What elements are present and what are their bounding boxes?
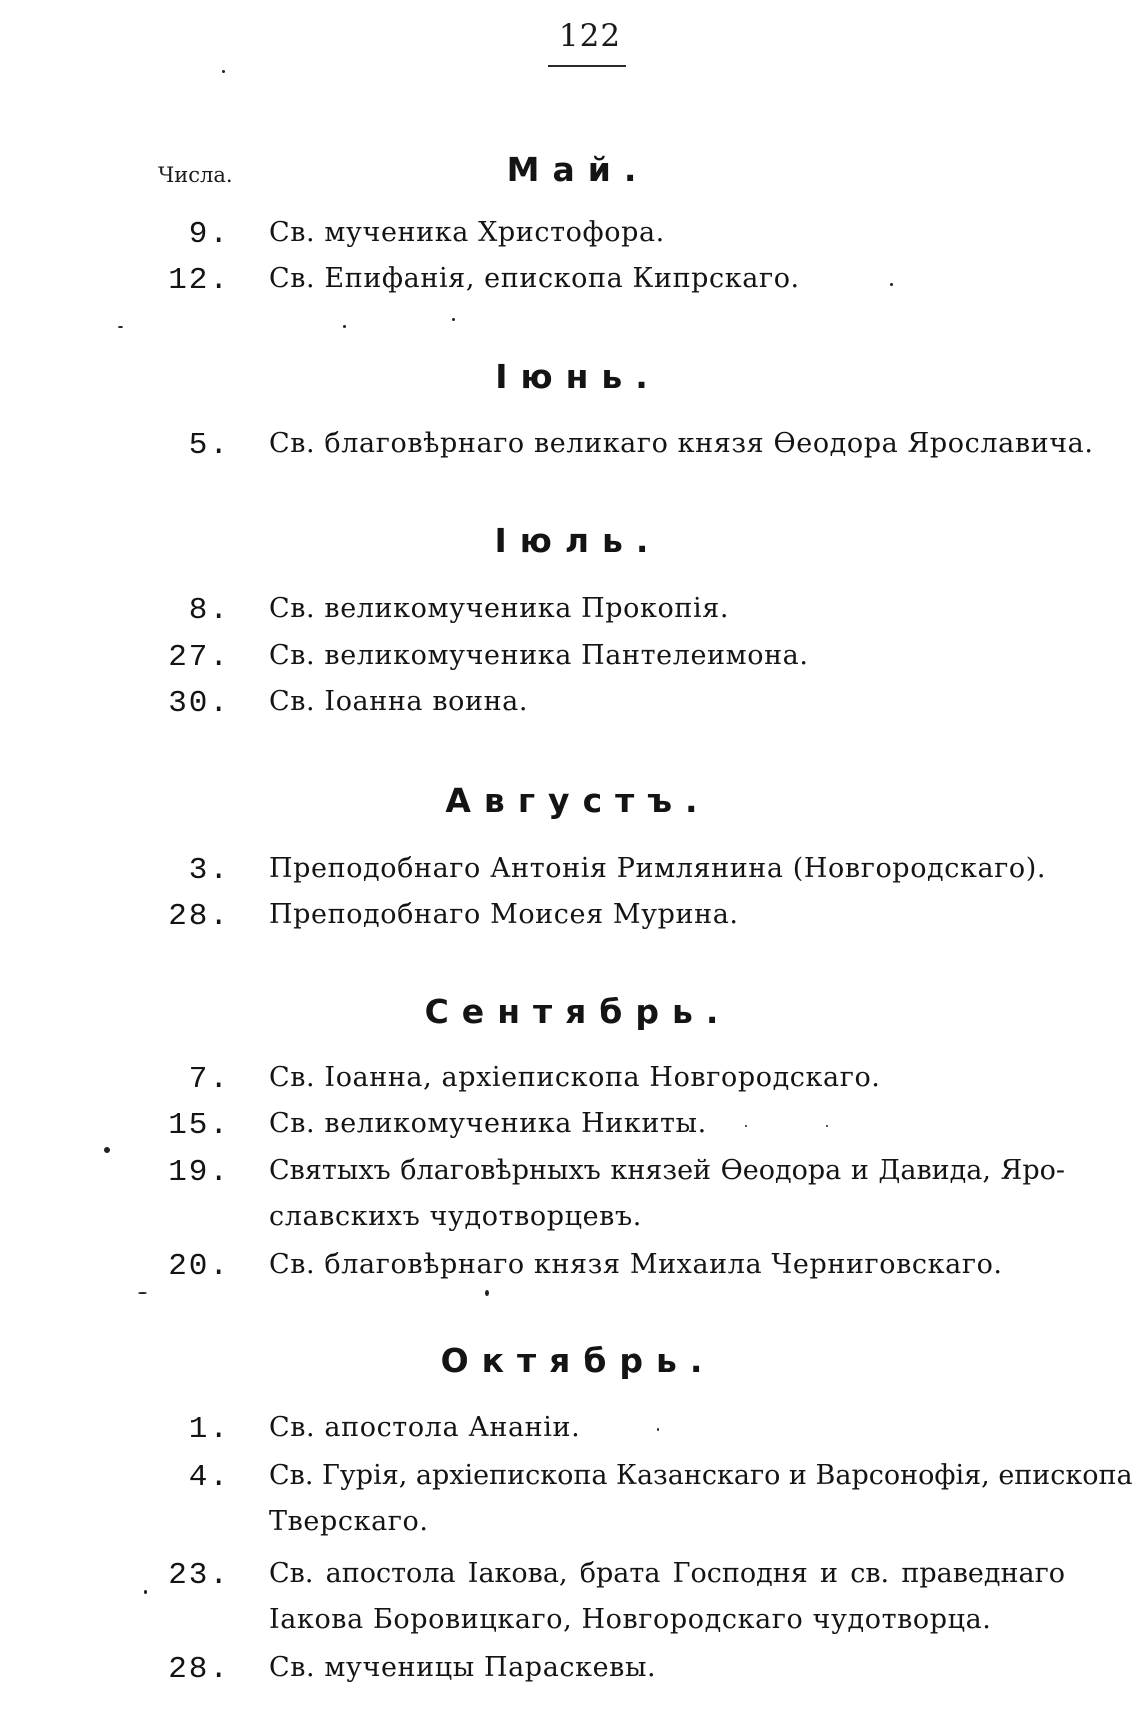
entry-october-28 <box>0 1652 1140 1700</box>
column-label-numbers: Числа. <box>158 163 233 187</box>
entry-day-number: 4. <box>188 1460 230 1495</box>
entry-text: Св. мученицы Параскевы. <box>269 1652 657 1683</box>
entry-day-number: 19. <box>168 1155 230 1190</box>
entry-october-23-continuation <box>0 1604 1140 1652</box>
entry-text-continuation: славскихъ чудотворцевъ. <box>269 1201 642 1232</box>
entry-october-1 <box>0 1412 1140 1460</box>
entry-july-8 <box>0 593 1140 641</box>
entry-text-continuation: Іакова Боровицкаго, Новгородскаго чудотворца. <box>269 1604 992 1635</box>
entry-text: Св. благовѣрнаго великаго князя Ѳеодора Ярославича. <box>269 428 1094 459</box>
entry-text: Св. апостола Ананіи. <box>269 1412 581 1443</box>
month-heading-may: Май. <box>506 150 650 189</box>
entry-day-number: 7. <box>188 1062 230 1097</box>
entry-text: Св. апостола Іакова, брата Господня и св. праведнаго <box>269 1558 1065 1589</box>
entry-text: Св. великомученика Прокопія. <box>269 593 730 624</box>
page-number: 122 <box>558 18 622 54</box>
entry-july-30 <box>0 686 1140 734</box>
entry-july-27 <box>0 640 1140 688</box>
entry-text: Св. Гурія, архіепископа Казанскаго и Варсонофія, епископа <box>269 1460 1133 1491</box>
month-heading-june: Іюнь. <box>495 357 661 396</box>
entry-september-7 <box>0 1062 1140 1110</box>
scan-speck <box>343 325 346 328</box>
entry-day-number: 9. <box>188 217 230 252</box>
entry-october-23 <box>0 1558 1140 1606</box>
scan-speck <box>890 283 893 286</box>
entry-day-number: 15. <box>168 1108 230 1143</box>
month-heading-october: Октябрь. <box>440 1341 716 1380</box>
entry-text: Св. Іоанна, архіепископа Новгородскаго. <box>269 1062 881 1093</box>
entry-september-15 <box>0 1108 1140 1156</box>
entry-october-4-continuation <box>0 1506 1140 1554</box>
entry-october-4 <box>0 1460 1140 1508</box>
month-heading-august: Августъ. <box>445 781 711 820</box>
entry-text: Преподобнаго Антонія Римлянина (Новгородскаго). <box>269 853 1047 884</box>
entry-day-number: 23. <box>168 1558 230 1593</box>
entry-september-19 <box>0 1155 1140 1203</box>
entry-day-number: 12. <box>168 263 230 298</box>
entry-june-5 <box>0 428 1140 476</box>
month-heading-july: Іюль. <box>494 521 662 560</box>
entry-day-number: 30. <box>168 686 230 721</box>
scan-speck <box>138 1292 147 1294</box>
entry-may-9 <box>0 217 1140 265</box>
entry-text: Святыхъ благовѣрныхъ князей Ѳеодора и Давида, Яро- <box>269 1155 1065 1186</box>
entry-day-number: 1. <box>188 1412 230 1447</box>
entry-text: Преподобнаго Моисея Мурина. <box>269 899 739 930</box>
scan-speck <box>104 1147 110 1153</box>
entry-september-20 <box>0 1249 1140 1297</box>
month-heading-september: Сентябрь. <box>424 992 732 1031</box>
scan-speck <box>745 1125 747 1127</box>
scan-speck <box>222 70 225 73</box>
entry-day-number: 28. <box>168 1652 230 1687</box>
entry-text: Св. великомученика Никиты. <box>269 1108 707 1139</box>
entry-day-number: 27. <box>168 640 230 675</box>
scan-speck <box>144 1590 147 1594</box>
scan-speck <box>826 1125 828 1127</box>
entry-day-number: 8. <box>188 593 230 628</box>
scan-speck <box>118 326 123 328</box>
scan-speck <box>657 1428 659 1431</box>
entry-day-number: 28. <box>168 899 230 934</box>
entry-day-number: 20. <box>168 1249 230 1284</box>
entry-text: Св. благовѣрнаго князя Михаила Черниговскаго. <box>269 1249 1003 1280</box>
scan-speck <box>452 318 455 321</box>
entry-september-19-continuation <box>0 1201 1140 1249</box>
entry-august-28 <box>0 899 1140 947</box>
page-number-underline <box>548 65 626 67</box>
entry-text: Св. великомученика Пантелеимона. <box>269 640 809 671</box>
entry-text: Св. Іоанна воина. <box>269 686 529 717</box>
entry-august-3 <box>0 853 1140 901</box>
entry-text-continuation: Тверскаго. <box>269 1506 429 1537</box>
entry-day-number: 5. <box>188 428 230 463</box>
scan-speck <box>485 1290 489 1296</box>
entry-text: Св. Епифанія, епископа Кипрскаго. <box>269 263 800 294</box>
entry-day-number: 3. <box>188 853 230 888</box>
entry-text: Св. мученика Христофора. <box>269 217 665 248</box>
entry-may-12 <box>0 263 1140 311</box>
